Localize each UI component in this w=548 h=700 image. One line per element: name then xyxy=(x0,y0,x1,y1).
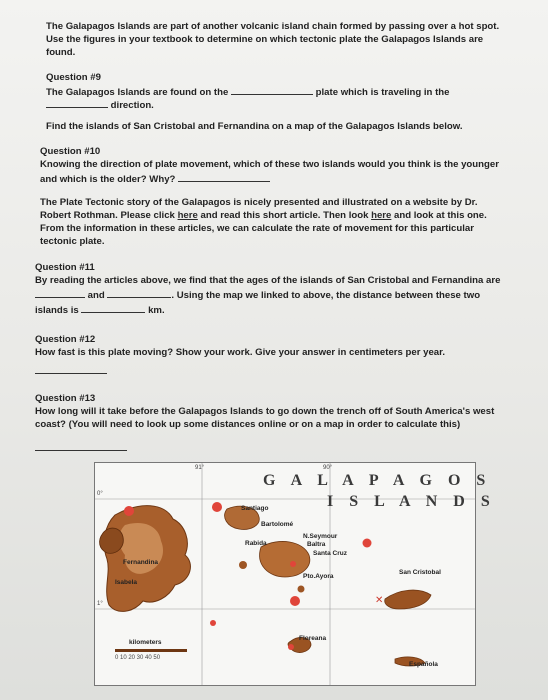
pto-ayora-marker xyxy=(290,561,296,567)
q12-heading: Question #12 xyxy=(35,334,96,345)
scale-ticks: 0 10 20 30 40 50 xyxy=(115,655,161,661)
rothman-line-2a: Robert Rothman. Please click xyxy=(40,210,175,221)
santa-fe-island-shape xyxy=(298,586,305,593)
q13-heading: Question #13 xyxy=(35,393,96,404)
label-santiago: Santiago xyxy=(241,505,269,512)
rothman-line-1: The Plate Tectonic story of the Galapagos is nicely presented and illustrated on a website by Dr. xyxy=(40,197,478,208)
q11-age-blank-2[interactable] xyxy=(107,287,171,298)
cross-marker: ✕ xyxy=(375,595,384,606)
santa-cruz-island-shape xyxy=(260,541,310,577)
q9-direction-blank[interactable] xyxy=(46,97,108,108)
label-kilometers: kilometers xyxy=(129,639,162,646)
q11-age-blank-1[interactable] xyxy=(35,287,85,298)
label-rabida: Rabida xyxy=(245,540,267,547)
q9-text-c: direction. xyxy=(110,100,154,111)
q9-heading: Question #9 xyxy=(46,72,101,83)
q13-line-1: How long will it take before the Galapagos Islands to go down the trench off of South America's west xyxy=(35,406,495,417)
label-san-cristobal: San Cristobal xyxy=(399,569,441,576)
rothman-line-2b: and read this short article. Then look xyxy=(200,210,369,221)
fernandina-island-shape xyxy=(100,528,124,553)
article-link-2[interactable]: here xyxy=(371,210,392,221)
floreana-marker xyxy=(288,644,294,650)
rothman-line-2c: and look at this one. xyxy=(394,210,487,221)
q10-line-2-text: and which is the older? Why? xyxy=(40,174,176,185)
q11-heading: Question #11 xyxy=(35,262,95,273)
q11-and: and xyxy=(87,290,105,301)
q9-text-b: plate which is traveling in the xyxy=(315,87,450,98)
santiago-marker xyxy=(212,502,222,512)
q13-answer-blank[interactable] xyxy=(35,450,127,451)
q11-text-b: . Using the map we linked to above, the distance between these two xyxy=(171,290,481,301)
intro-line-2: Use the figures in your textbook to determine on which tectonic plate the Galapagos Islands are xyxy=(46,34,484,45)
q10-heading: Question #10 xyxy=(40,146,101,157)
intro-line-1: The Galapagos Islands are part of another volcanic island chain formed by passing over a hot spot. xyxy=(46,21,500,32)
label-espanola: Española xyxy=(409,661,438,668)
label-n-seymour: N.Seymour xyxy=(303,533,338,540)
label-santa-cruz: Santa Cruz xyxy=(313,550,347,557)
pinzon-island-shape xyxy=(239,561,247,569)
rothman-line-4: tectonic plate. xyxy=(40,236,105,247)
q11-unit: km. xyxy=(148,305,165,316)
find-instruction: Find the islands of San Cristobal and Fernandina on a map of the Galapagos Islands below. xyxy=(46,121,463,132)
q11-distance-blank[interactable] xyxy=(81,302,145,313)
article-link-1[interactable]: here xyxy=(177,210,198,221)
lat-1-label: 1° xyxy=(97,601,103,607)
label-baltra: Baltra xyxy=(307,541,326,548)
q10-line-1: Knowing the direction of plate movement, which of these two islands would you think is the younger xyxy=(40,159,499,170)
map-title-islands: I S L A N D S xyxy=(327,493,496,510)
map-title-galapagos: G A L A P A G O S xyxy=(263,472,492,489)
san-cristobal-island-shape xyxy=(385,590,431,609)
rothman-line-3: From the information in these articles, we can calculate the rate of movement for this particular xyxy=(40,223,474,234)
q11-line-3 xyxy=(35,302,165,317)
q9-text-a: The Galapagos Islands are found on the xyxy=(46,87,229,98)
label-bartolome: Bartolomé xyxy=(261,521,294,528)
q12-line-1: How fast is this plate moving? Show your work. Give your answer in centimeters per year. xyxy=(35,347,445,358)
lon-90-label: 90° xyxy=(323,465,333,471)
scale-bar xyxy=(115,649,187,652)
isabela-south-marker xyxy=(210,620,216,626)
intro-line-3: found. xyxy=(46,47,76,58)
isabela-north-marker xyxy=(124,506,134,516)
q10-line-2 xyxy=(40,171,270,186)
q12-answer-blank[interactable] xyxy=(35,373,107,374)
q9-plate-blank[interactable] xyxy=(231,84,313,95)
q9-line-2 xyxy=(46,97,154,112)
lon-91-label: 91° xyxy=(195,465,205,471)
rothman-line-2 xyxy=(40,209,487,222)
label-fernandina: Fernandina xyxy=(123,559,159,566)
label-floreana: Floreana xyxy=(299,635,327,642)
q11-line-1: By reading the articles above, we find that the ages of the islands of San Cristobal and Fernandina are xyxy=(35,275,501,286)
santa-fe-marker xyxy=(290,596,300,606)
q10-answer-blank[interactable] xyxy=(178,171,270,182)
label-pto-ayora: Pto.Ayora xyxy=(303,573,334,580)
label-isabela: Isabela xyxy=(115,579,138,586)
galapagos-map xyxy=(94,462,496,686)
q11-text-c: islands is xyxy=(35,305,79,316)
lat-0-label: 0° xyxy=(97,491,103,497)
q13-line-2: coast? (You will need to look up some distances online or on a map in order to calculate this) xyxy=(35,419,461,430)
genovesa-marker xyxy=(363,539,372,548)
q11-line-2 xyxy=(35,287,480,302)
